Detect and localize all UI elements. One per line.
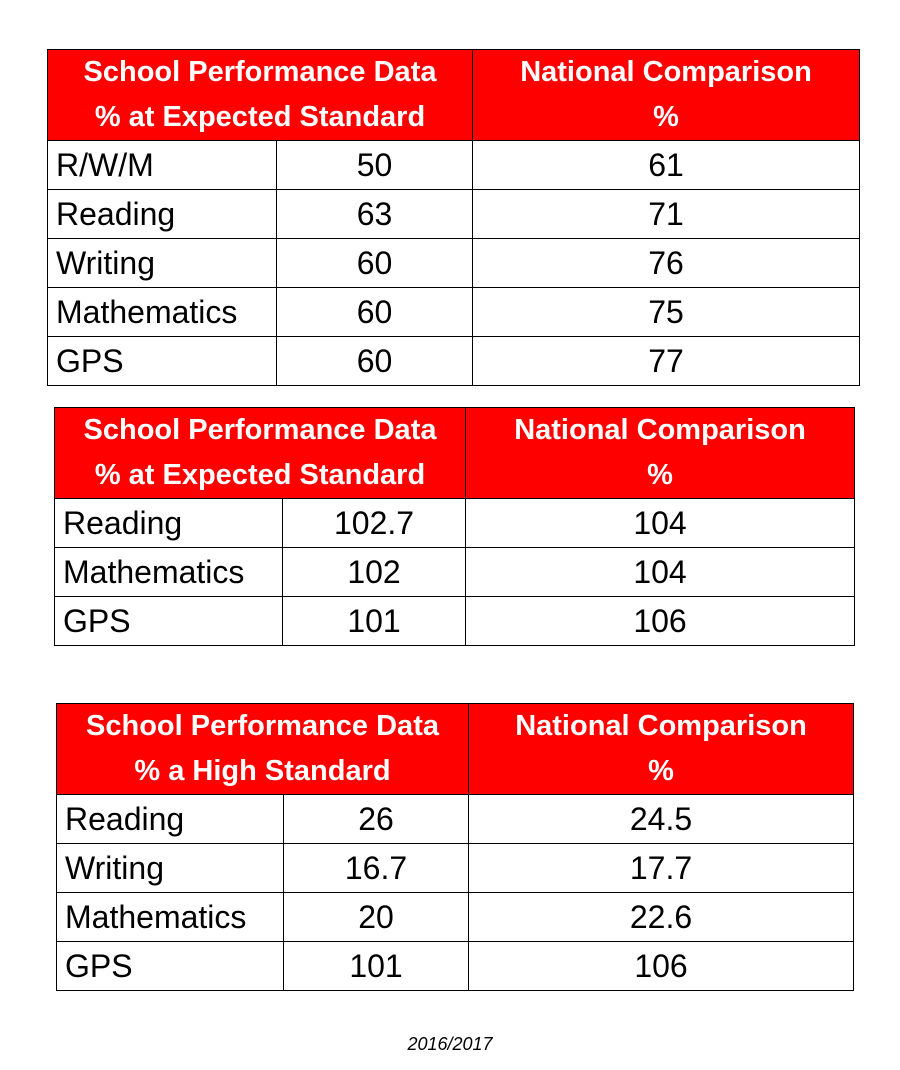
- table-row: [48, 288, 860, 337]
- school-performance-header: School Performance Data % a High Standard: [57, 704, 469, 795]
- subject-cell: Writing: [57, 844, 284, 893]
- table-row: [55, 499, 855, 548]
- subject-cell: GPS: [57, 942, 284, 991]
- national-value-cell: 104: [466, 499, 855, 548]
- table-row: [57, 893, 854, 942]
- school-value-cell: 60: [277, 337, 473, 386]
- school-value-cell: 20: [284, 893, 469, 942]
- national-comparison-header: National Comparison %: [469, 704, 854, 795]
- subject-cell: GPS: [48, 337, 277, 386]
- school-value-cell: 102.7: [283, 499, 466, 548]
- year-caption: 2016/2017: [407, 1034, 493, 1054]
- subject-cell: Mathematics: [48, 288, 277, 337]
- school-value-cell: 26: [284, 795, 469, 844]
- table-row: [48, 239, 860, 288]
- national-value-cell: 76: [473, 239, 860, 288]
- school-performance-header: School Performance Data % at Expected Standard: [48, 50, 473, 141]
- school-value-cell: 16.7: [284, 844, 469, 893]
- table-row: [57, 795, 854, 844]
- table-row: [48, 337, 860, 386]
- subject-cell: GPS: [55, 597, 283, 646]
- national-value-cell: 61: [473, 141, 860, 190]
- subject-cell: Reading: [57, 795, 284, 844]
- school-value-cell: 101: [283, 597, 466, 646]
- table-row: [55, 548, 855, 597]
- school-value-cell: 102: [283, 548, 466, 597]
- national-value-cell: 106: [466, 597, 855, 646]
- subject-cell: Mathematics: [55, 548, 283, 597]
- subject-cell: Writing: [48, 239, 277, 288]
- high-standard-table: [56, 703, 854, 991]
- school-value-cell: 101: [284, 942, 469, 991]
- national-value-cell: 75: [473, 288, 860, 337]
- scaled-score-table: [54, 407, 855, 646]
- subject-cell: Reading: [55, 499, 283, 548]
- table-row: [48, 141, 860, 190]
- table-row: [57, 844, 854, 893]
- table-header-row: [57, 704, 854, 795]
- school-value-cell: 50: [277, 141, 473, 190]
- school-value-cell: 63: [277, 190, 473, 239]
- subject-cell: Reading: [48, 190, 277, 239]
- school-performance-header: School Performance Data % at Expected Standard: [55, 408, 466, 499]
- subject-cell: Mathematics: [57, 893, 284, 942]
- national-value-cell: 71: [473, 190, 860, 239]
- school-value-cell: 60: [277, 239, 473, 288]
- table-row: [48, 190, 860, 239]
- national-comparison-header: National Comparison %: [466, 408, 855, 499]
- national-value-cell: 77: [473, 337, 860, 386]
- national-value-cell: 106: [469, 942, 854, 991]
- table-header-row: [48, 50, 860, 141]
- national-comparison-header: National Comparison %: [473, 50, 860, 141]
- national-value-cell: 24.5: [469, 795, 854, 844]
- table-header-row: [55, 408, 855, 499]
- national-value-cell: 104: [466, 548, 855, 597]
- school-value-cell: 60: [277, 288, 473, 337]
- subject-cell: R/W/M: [48, 141, 277, 190]
- expected-standard-table: [47, 49, 860, 386]
- table-row: [57, 942, 854, 991]
- national-value-cell: 22.6: [469, 893, 854, 942]
- national-value-cell: 17.7: [469, 844, 854, 893]
- table-row: [55, 597, 855, 646]
